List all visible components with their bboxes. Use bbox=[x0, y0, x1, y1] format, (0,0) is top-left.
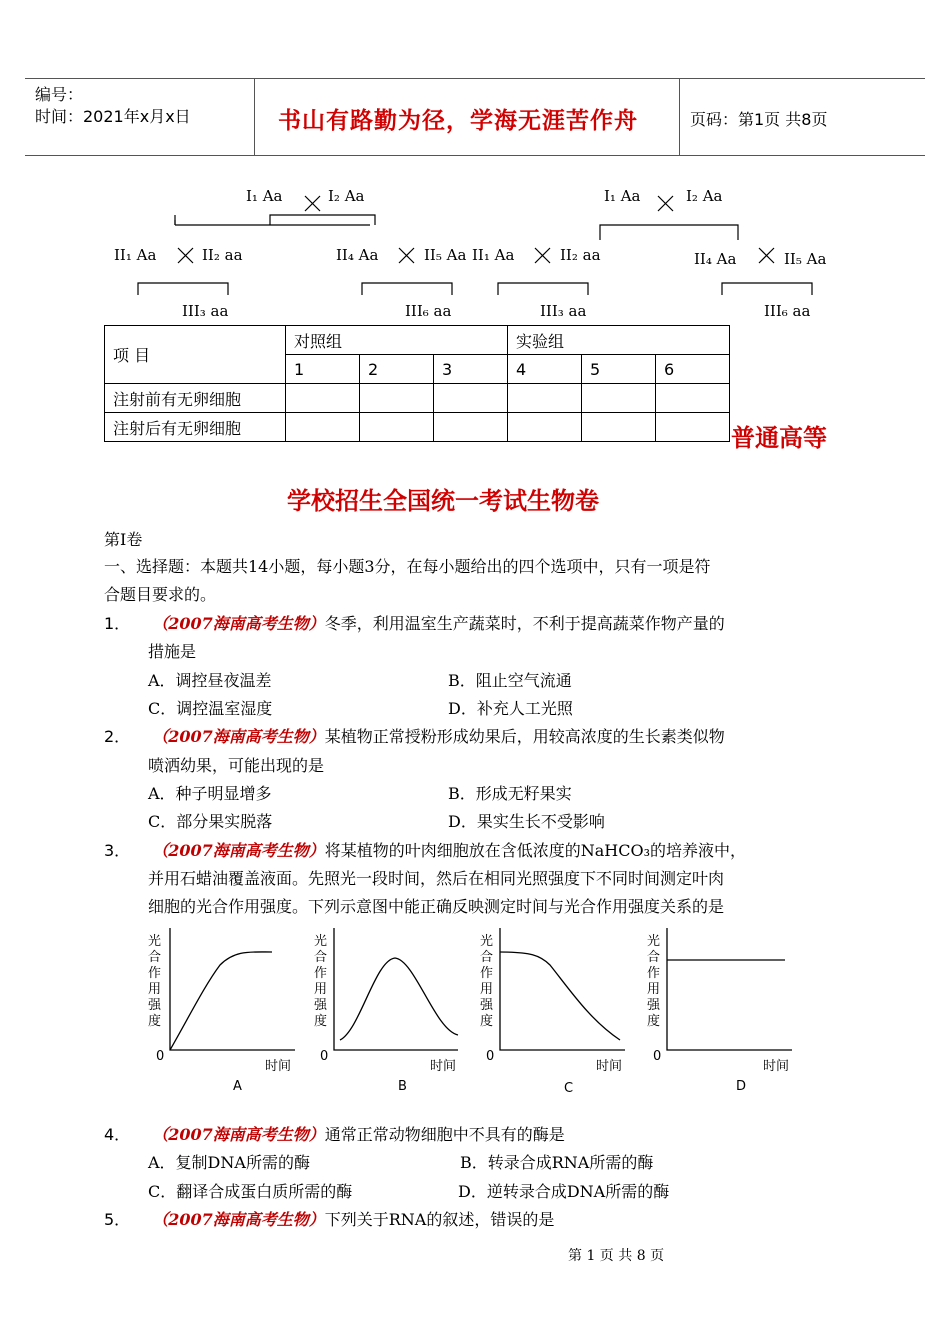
graph-ylabel-char: 合 bbox=[148, 950, 162, 965]
graph-ylabel-char: 作 bbox=[647, 966, 661, 981]
section-label: 第Ⅰ卷 bbox=[104, 530, 143, 549]
time-label: 时间：2021年x月x日 bbox=[35, 107, 191, 126]
graph-ylabel-char: 用 bbox=[647, 982, 661, 997]
question-number: 5． bbox=[104, 1210, 131, 1229]
instructions-line1: 一、选择题：本题共14小题，每小题3分，在每小题给出的四个选项中，只有一项是符 bbox=[104, 557, 711, 576]
graph-label-a: A bbox=[233, 1079, 242, 1094]
graph-label-c: C bbox=[564, 1081, 574, 1096]
question-text: 冬季，利用温室生产蔬菜时，不利于提高蔬菜作物产量的 bbox=[324, 614, 725, 633]
graph-ylabel-char: 强 bbox=[647, 998, 661, 1013]
table-col: 1 bbox=[286, 355, 360, 384]
graph-ylabel-char: 光 bbox=[647, 934, 661, 949]
table-col: 4 bbox=[508, 355, 582, 384]
question-1 bbox=[104, 610, 725, 638]
ped-right-iii6: III₆ aa bbox=[764, 302, 811, 320]
question-text: 某植物正常授粉形成幼果后，用较高浓度的生长素类似物 bbox=[324, 727, 725, 746]
question-2 bbox=[104, 723, 725, 751]
table-col: 2 bbox=[360, 355, 434, 384]
graph-origin: 0 bbox=[653, 1049, 662, 1064]
header-left bbox=[35, 84, 191, 128]
question-text-cont: 喷洒幼果，可能出现的是 bbox=[148, 756, 325, 775]
ped-right-ii4: II₄ Aa bbox=[694, 250, 737, 268]
graph-ylabel-char: 强 bbox=[314, 998, 328, 1013]
graph-ylabel-char: 度 bbox=[647, 1014, 661, 1029]
graph-ylabel-char: 度 bbox=[480, 1014, 494, 1029]
photosynthesis-graphs bbox=[140, 920, 820, 1100]
question-number: 3． bbox=[104, 841, 131, 860]
table-col: 5 bbox=[582, 355, 656, 384]
graph-ylabel-char: 光 bbox=[480, 934, 494, 949]
header-bottom-rule bbox=[25, 155, 925, 156]
graph-ylabel-char: 用 bbox=[148, 982, 162, 997]
ped-left-ii5: II₅ Aa bbox=[424, 246, 467, 264]
option-c: C．部分果实脱落 bbox=[148, 812, 273, 831]
ped-left-ii2: II₂ aa bbox=[202, 246, 243, 264]
graph-ylabel-char: 作 bbox=[480, 966, 494, 981]
graph-ylabel-char: 用 bbox=[314, 982, 328, 997]
graph-xlabel: 时间 bbox=[265, 1059, 292, 1074]
option-b: B．阻止空气流通 bbox=[448, 671, 572, 690]
table-row-label: 注射后有无卵细胞 bbox=[105, 413, 286, 442]
graph-xlabel: 时间 bbox=[596, 1059, 623, 1074]
question-4 bbox=[104, 1121, 565, 1149]
graph-origin: 0 bbox=[320, 1049, 329, 1064]
graph-ylabel-char: 合 bbox=[480, 950, 494, 965]
graph-xlabel: 时间 bbox=[763, 1059, 790, 1074]
header-divider bbox=[679, 78, 680, 155]
ped-left-i1: I₁ Aa bbox=[246, 187, 283, 205]
graph-origin: 0 bbox=[486, 1049, 495, 1064]
graph-ylabel-char: 光 bbox=[148, 934, 162, 949]
graph-xlabel: 时间 bbox=[430, 1059, 457, 1074]
option-d: D．补充人工光照 bbox=[448, 699, 573, 718]
question-source: （2007海南高考生物） bbox=[152, 614, 325, 633]
graph-ylabel-char: 合 bbox=[314, 950, 328, 965]
ped-left-i2: I₂ Aa bbox=[328, 187, 365, 205]
ped-left-ii4: II₄ Aa bbox=[336, 246, 379, 264]
graph-ylabel-char: 合 bbox=[647, 950, 661, 965]
table-control-header: 对照组 bbox=[286, 326, 508, 355]
option-d: D．果实生长不受影响 bbox=[448, 812, 605, 831]
ped-right-iii3: III₃ aa bbox=[540, 302, 587, 320]
question-source: （2007海南高考生物） bbox=[152, 727, 325, 746]
option-b: B．转录合成RNA所需的酶 bbox=[460, 1153, 654, 1172]
graph-ylabel-char: 作 bbox=[148, 966, 162, 981]
question-text: 通常正常动物细胞中不具有的酶是 bbox=[324, 1125, 565, 1144]
table-experiment-header: 实验组 bbox=[508, 326, 730, 355]
graph-ylabel-char: 强 bbox=[148, 998, 162, 1013]
serial-label: 编号： bbox=[35, 85, 84, 104]
ped-right-ii5: II₅ Aa bbox=[784, 250, 827, 268]
question-text-cont: 并用石蜡油覆盖液面。先照光一段时间，然后在相同光照强度下不同时间测定叶肉 bbox=[148, 869, 725, 888]
question-text-cont: 细胞的光合作用强度。下列示意图中能正确反映测定时间与光合作用强度关系的是 bbox=[148, 897, 725, 916]
ped-left-iii6: III₆ aa bbox=[405, 302, 452, 320]
question-3 bbox=[104, 837, 746, 865]
graph-ylabel-char: 作 bbox=[314, 966, 328, 981]
option-a: A．种子明显增多 bbox=[148, 784, 272, 803]
question-text-cont: 措施是 bbox=[148, 642, 197, 661]
question-number: 4． bbox=[104, 1125, 131, 1144]
question-source: （2007海南高考生物） bbox=[152, 841, 325, 860]
instructions-line2: 合题目要求的。 bbox=[104, 585, 217, 604]
option-c: C．调控温室湿度 bbox=[148, 699, 273, 718]
pedigree-diagrams bbox=[100, 180, 860, 325]
graph-ylabel-char: 用 bbox=[480, 982, 494, 997]
graph-ylabel-char: 度 bbox=[148, 1014, 162, 1029]
option-a: A．复制DNA所需的酶 bbox=[148, 1153, 310, 1172]
question-number: 1． bbox=[104, 614, 131, 633]
graph-origin: 0 bbox=[156, 1049, 165, 1064]
ped-right-i1: I₁ Aa bbox=[604, 187, 641, 205]
question-number: 2． bbox=[104, 727, 131, 746]
graph-label-d: D bbox=[736, 1079, 747, 1094]
table-row-label: 注射前有无卵细胞 bbox=[105, 384, 286, 413]
header-divider bbox=[254, 78, 255, 155]
question-5 bbox=[104, 1206, 554, 1234]
graph-ylabel-char: 度 bbox=[314, 1014, 328, 1029]
graph-ylabel-char: 光 bbox=[314, 934, 328, 949]
graph-ylabel-char: 强 bbox=[480, 998, 494, 1013]
ped-right-i2: I₂ Aa bbox=[686, 187, 723, 205]
page-info: 页码：第1页 共8页 bbox=[690, 110, 828, 129]
title-part1: 普通高等 bbox=[731, 423, 827, 452]
page-footer: 第 1 页 共 8 页 bbox=[568, 1248, 665, 1264]
ped-right-ii1: II₁ Aa bbox=[472, 246, 515, 264]
experiment-table bbox=[104, 325, 730, 442]
header-top-rule bbox=[25, 78, 925, 79]
question-source: （2007海南高考生物） bbox=[152, 1125, 325, 1144]
question-text: 将某植物的叶肉细胞放在含低浓度的NaHCO₃的培养液中， bbox=[324, 841, 747, 860]
option-c: C．翻译合成蛋白质所需的酶 bbox=[148, 1182, 353, 1201]
table-item-header: 项 目 bbox=[105, 326, 286, 384]
option-d: D．逆转录合成DNA所需的酶 bbox=[458, 1182, 670, 1201]
title-part2: 学校招生全国统一考试生物卷 bbox=[287, 486, 599, 515]
option-b: B．形成无籽果实 bbox=[448, 784, 572, 803]
table-col: 3 bbox=[434, 355, 508, 384]
question-text: 下列关于RNA的叙述，错误的是 bbox=[324, 1210, 555, 1229]
ped-left-iii3: III₃ aa bbox=[182, 302, 229, 320]
table-col: 6 bbox=[656, 355, 730, 384]
option-a: A．调控昼夜温差 bbox=[148, 671, 272, 690]
graph-label-b: B bbox=[398, 1079, 407, 1094]
motto: 书山有路勤为径，学海无涯苦作舟 bbox=[278, 107, 638, 134]
ped-right-ii2: II₂ aa bbox=[560, 246, 601, 264]
ped-left-ii1: II₁ Aa bbox=[114, 246, 157, 264]
question-source: （2007海南高考生物） bbox=[152, 1210, 325, 1229]
